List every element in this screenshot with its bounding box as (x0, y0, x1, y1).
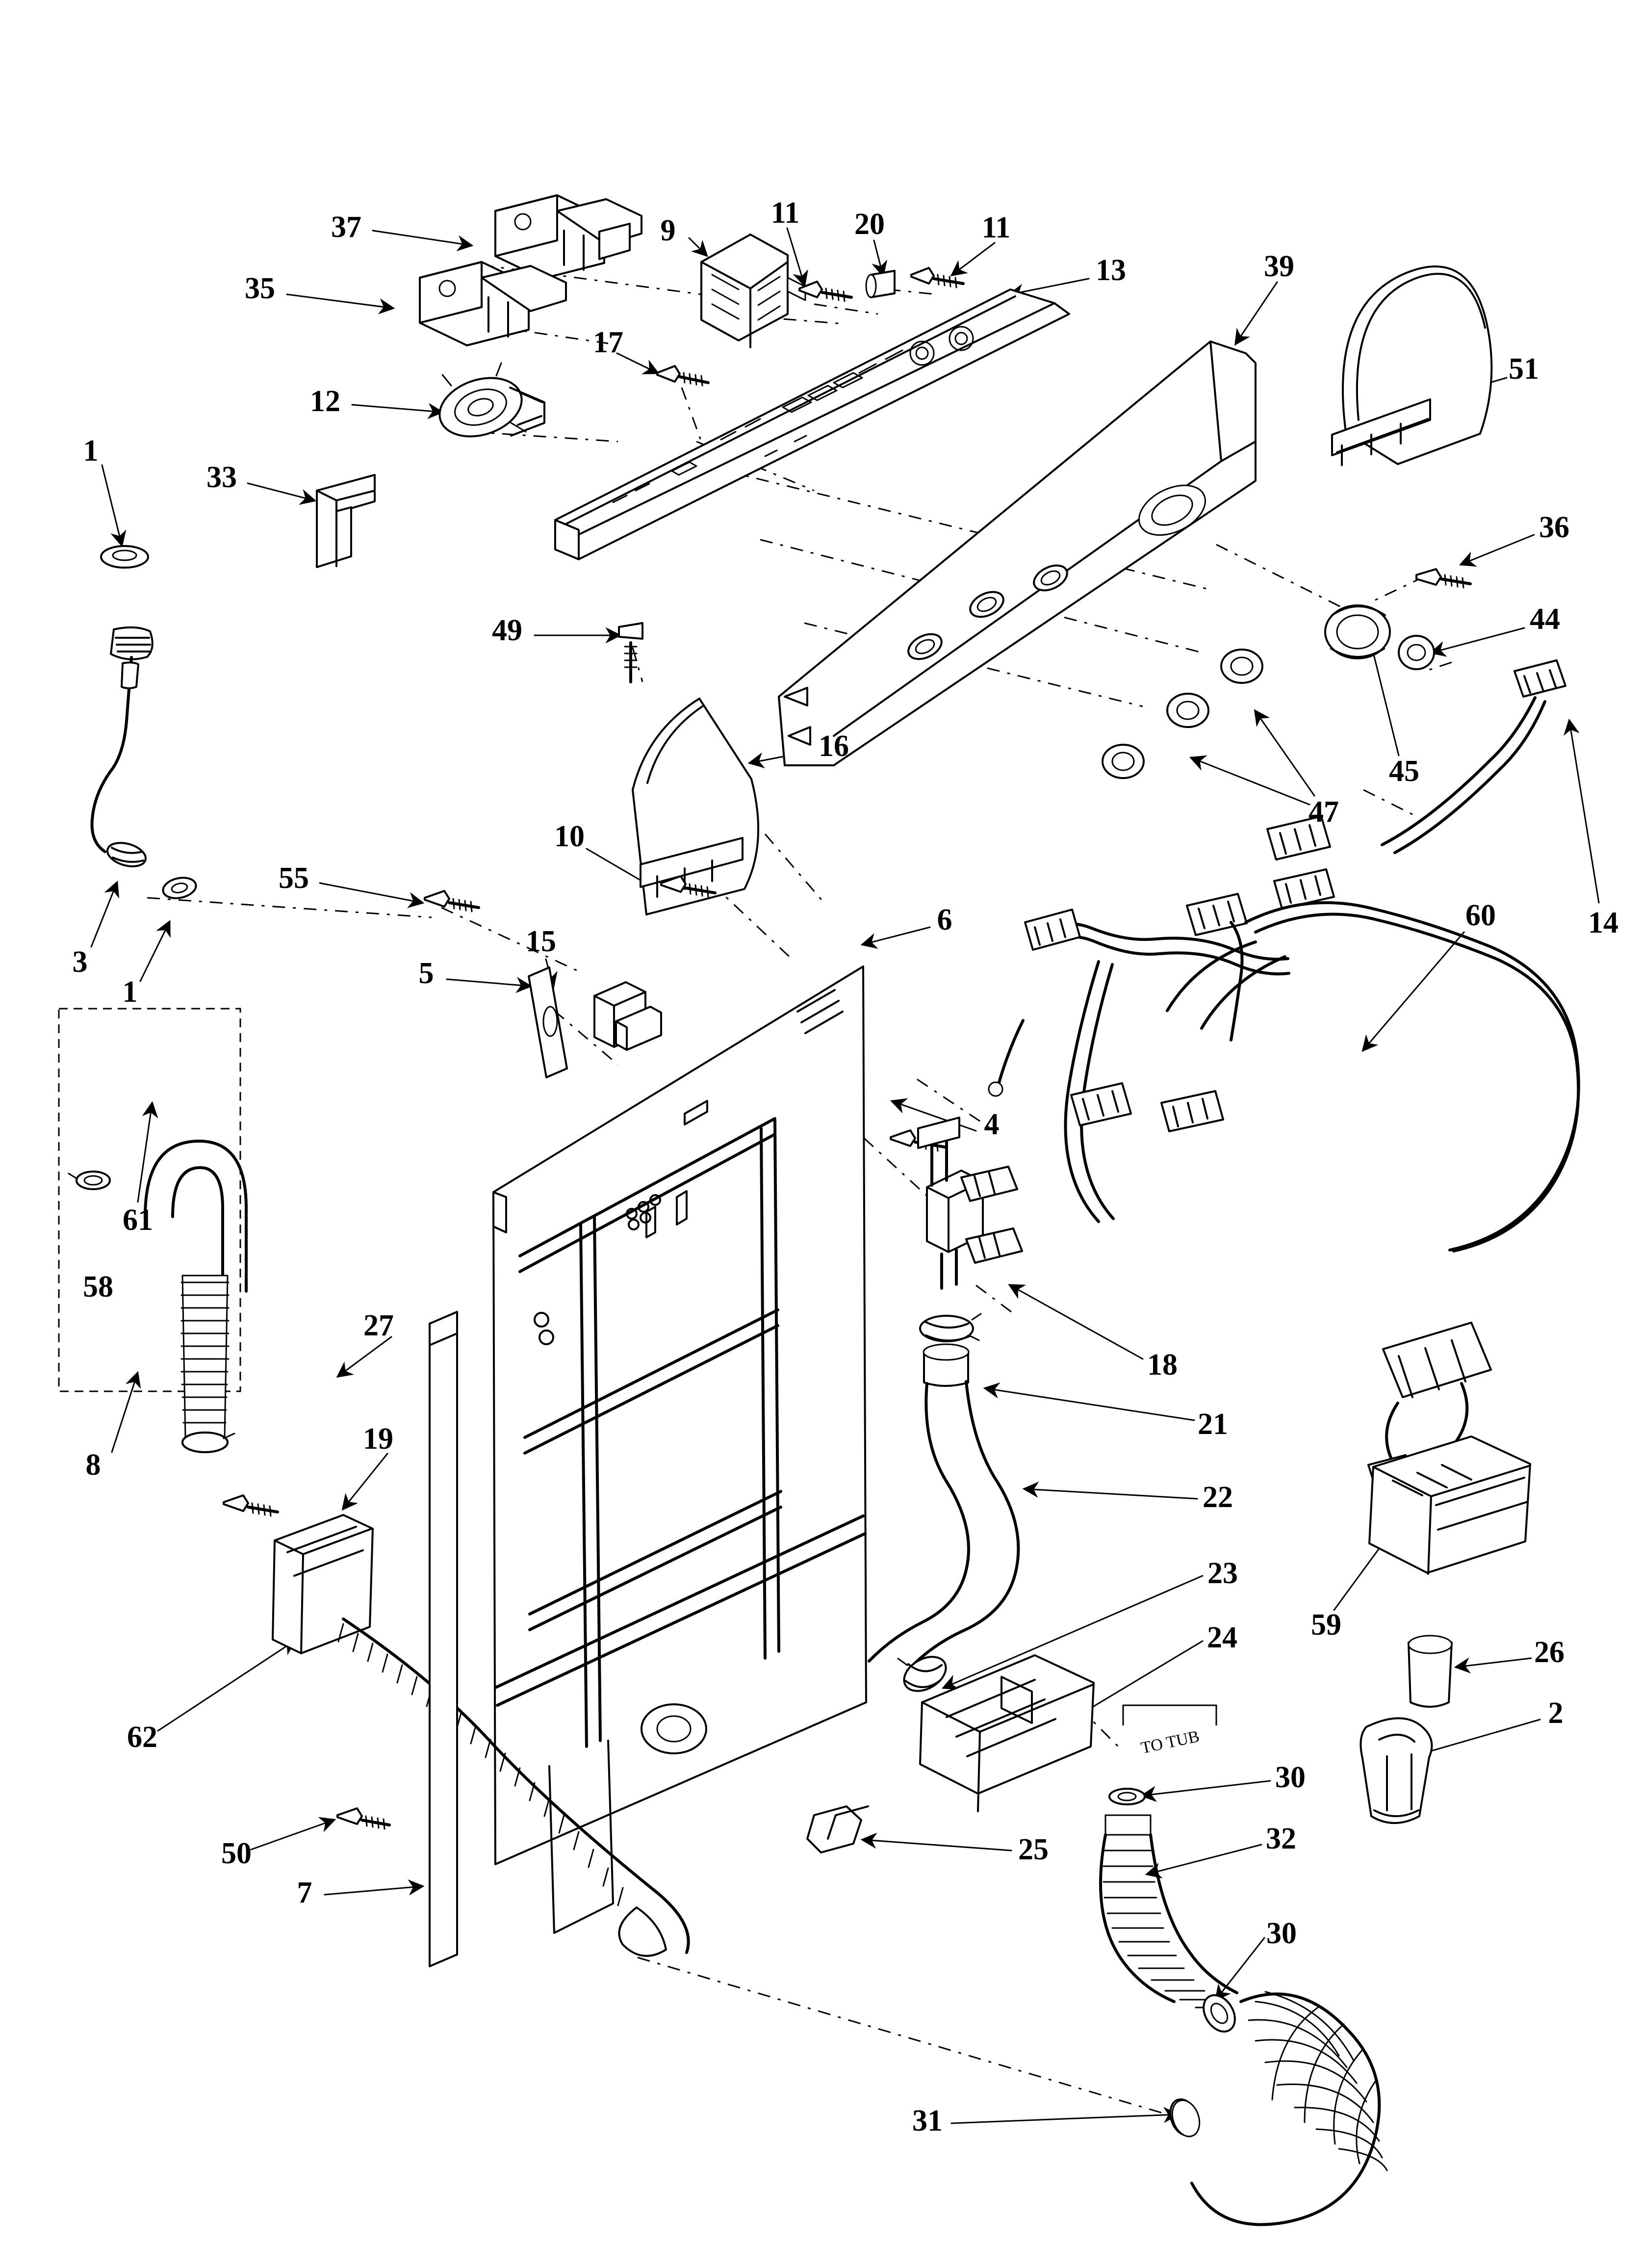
callout-31: 31 (912, 2104, 943, 2138)
callout-49: 49 (492, 614, 522, 647)
callout-9: 9 (660, 214, 676, 247)
callout-17: 17 (593, 326, 623, 359)
callout-7: 7 (297, 1876, 312, 1909)
to-tub-label: TO TUB (1139, 1727, 1201, 1758)
callout-47: 47 (1308, 795, 1339, 829)
callout-19: 19 (363, 1422, 393, 1456)
callout-11-top-right: 11 (981, 211, 1011, 244)
callout-15: 15 (526, 925, 556, 958)
callout-60: 60 (1465, 899, 1496, 932)
callout-16: 16 (819, 730, 849, 763)
callout-23: 23 (1207, 1557, 1238, 1590)
callout-32: 32 (1266, 1822, 1296, 1855)
callout-36: 36 (1539, 511, 1569, 544)
callout-14: 14 (1588, 906, 1618, 939)
callout-58: 58 (83, 1270, 113, 1303)
callout-21: 21 (1198, 1408, 1228, 1441)
callout-55: 55 (279, 861, 309, 895)
callout-2: 2 (1548, 1696, 1564, 1730)
callout-25: 25 (1018, 1833, 1049, 1866)
callout-20: 20 (854, 208, 885, 241)
callout-26: 26 (1534, 1636, 1565, 1669)
callout-8: 8 (85, 1448, 101, 1482)
callout-44: 44 (1530, 602, 1560, 636)
callout-3: 3 (72, 945, 88, 979)
callout-22: 22 (1203, 1481, 1233, 1514)
callout-59: 59 (1311, 1608, 1341, 1642)
callout-62: 62 (127, 1721, 157, 1754)
callout-24: 24 (1207, 1621, 1237, 1654)
callout-30-upper: 30 (1275, 1761, 1306, 1794)
callout-12: 12 (310, 385, 340, 418)
callout-50: 50 (221, 1837, 252, 1870)
callout-27: 27 (363, 1309, 394, 1342)
callout-5: 5 (418, 957, 434, 990)
callout-33: 33 (206, 461, 237, 494)
callout-10: 10 (554, 820, 585, 853)
callout-1-lower: 1 (122, 975, 138, 1009)
callout-45: 45 (1389, 755, 1419, 788)
callout-4: 4 (984, 1108, 1000, 1141)
callout-13: 13 (1096, 254, 1126, 287)
callout-51: 51 (1509, 352, 1539, 386)
callout-6: 6 (937, 903, 952, 937)
callout-35: 35 (245, 272, 275, 305)
callout-1-upper: 1 (83, 434, 99, 468)
callout-11-top-left: 11 (770, 196, 800, 230)
callout-61: 61 (123, 1203, 153, 1237)
callout-18: 18 (1147, 1348, 1178, 1382)
callout-39: 39 (1264, 250, 1294, 283)
callout-30-lower: 30 (1266, 1917, 1297, 1950)
callout-37: 37 (331, 210, 361, 244)
